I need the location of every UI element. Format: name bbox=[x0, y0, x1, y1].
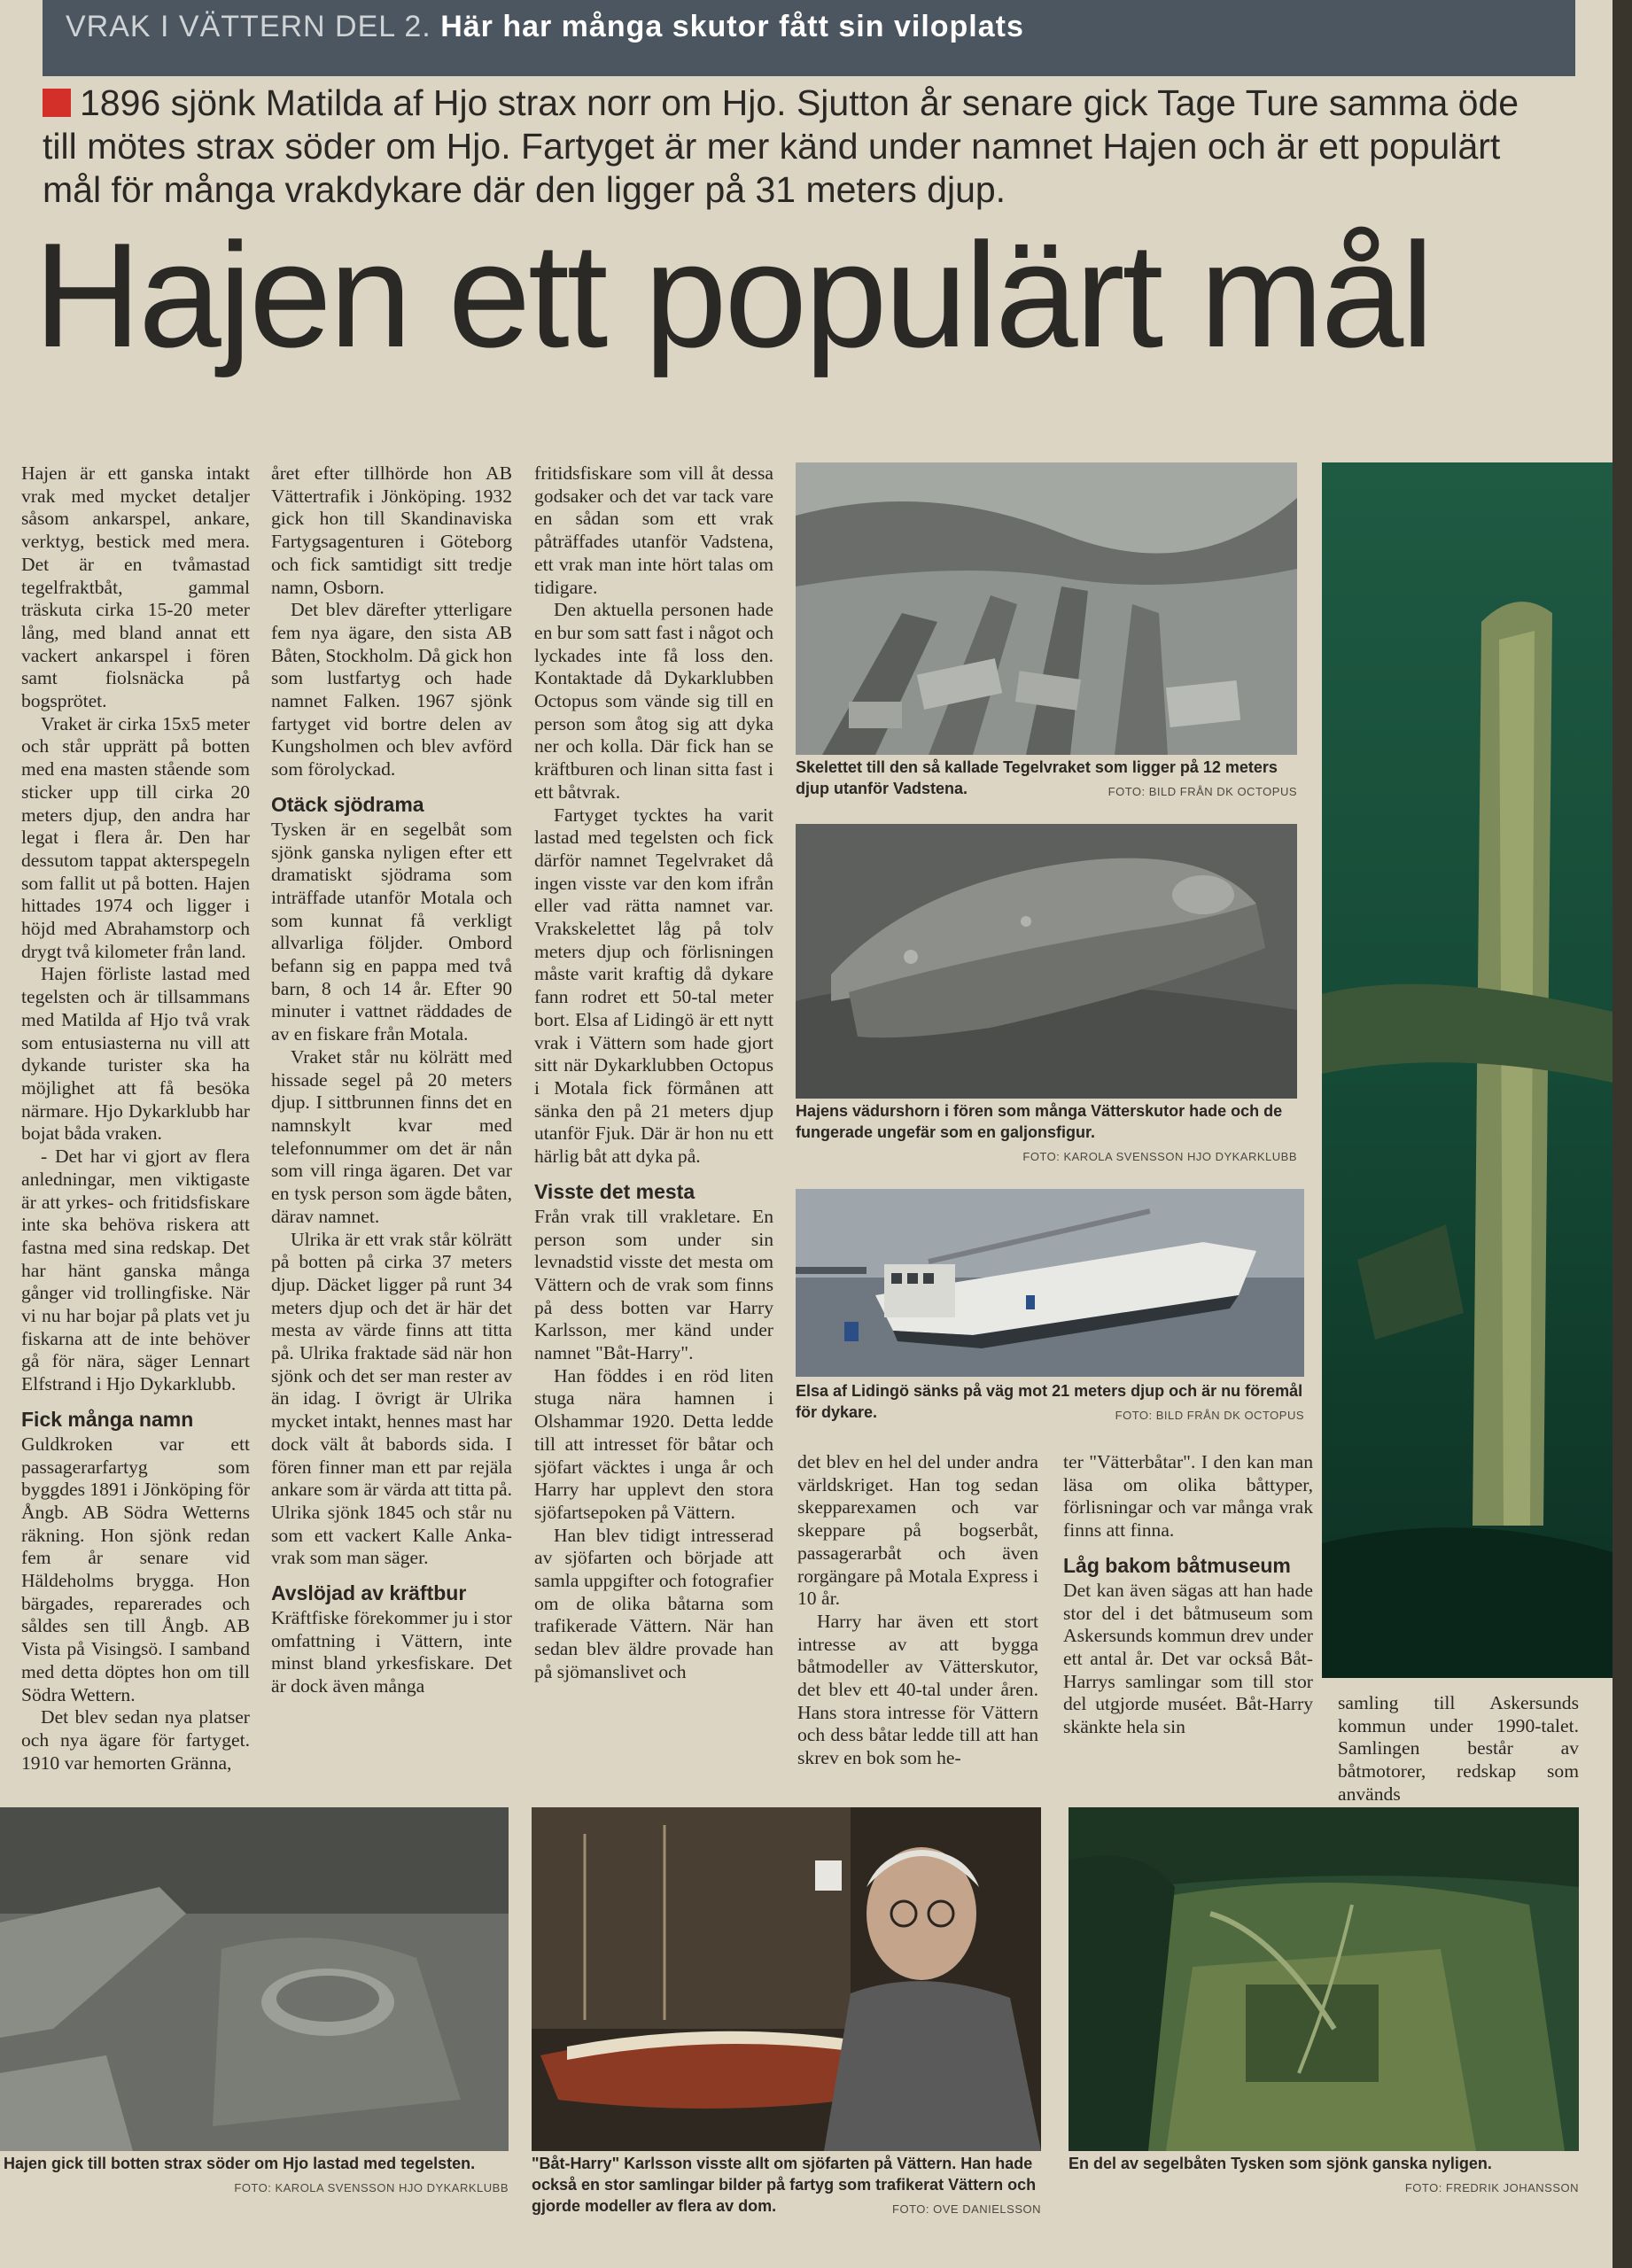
caption-text: Hajen gick till botten strax söder om Hjo lastad med tegelsten. bbox=[4, 2155, 476, 2172]
photo-bat-harry bbox=[532, 1807, 1041, 2151]
paragraph: fritidsfiskare som vill åt dessa godsaker och det var tack vare en sådan som ett vrak påträffades utanför Vadstena, ett vrak man inte hört talas om tidigare. bbox=[534, 462, 773, 598]
shipwreck-image bbox=[796, 462, 1297, 755]
paragraph: ter "Vätterbåtar". I den kan man läsa om olika båttyper, förlisningar och var många vrak finns att finna. bbox=[1063, 1451, 1313, 1542]
caption-text: "Båt-Harry" Karlsson visste allt om sjöfarten på Vättern. Han hade också en stor samlingar bilder på fartyg som trafikerat Vättern och gjorde modeller av flera av dom. bbox=[532, 2155, 1037, 2215]
photo-vadurshorn bbox=[796, 824, 1297, 1099]
photo-underwater-mast bbox=[1322, 462, 1613, 1678]
photo-caption bbox=[4, 2153, 509, 2199]
paragraph: Han blev tidigt intresserad av sjöfarten och började att samla uppgifter och fotografier om de olika båtarna som trafikerade Vättern. När han sedan blev äldre provade han på sjömanslivet och bbox=[534, 1524, 773, 1682]
subheading: Fick många namn bbox=[21, 1407, 194, 1431]
subheading: Avslöjad av kräftbur bbox=[271, 1581, 467, 1605]
paragraph: Fartyget tycktes ha varit lastad med tegelsten och fick därför namnet Tegelvraket då ingen visste var den kom ifrån eller vad rätta namnet var. Vrakskelettet låg på tolv meters djup och förlisningen måste varit kraftig då dykare fann rodret ett 50-tal meter bort. Elsa af Lidingö är ett nytt vrak i Vättern som hade gjort sitt när Dykarklubben Octopus i Motala fick förmånen att sänka den på 21 meters djup utanför Fjuk. Där är hon nu ett härlig båt att dyka på. bbox=[534, 804, 773, 1168]
text-column-5 bbox=[1063, 1451, 1313, 1739]
text-column-4 bbox=[797, 1451, 1038, 1770]
sailboat-wreck-image bbox=[1069, 1807, 1579, 2151]
paragraph: Tysken är en segelbåt som sjönk ganska nyligen efter ett dramatiskt sjödrama som inträffade utanför Motala och som kunnat få verkligt allvarliga följder. Ombord befann sig en pappa med två barn, 8 och 14 år. Efter 90 minuter i vattnet räddades de av en fiskare från Motala. bbox=[271, 818, 512, 1045]
paragraph: Han föddes i en röd liten stuga nära hamnen i Olshammar 1920. Detta ledde till att intresset för båtar och sjöfart väcktes i unga år och Harry har upplevt den stora sjöfartsepoken på Vättern. bbox=[534, 1364, 773, 1523]
text-column-2 bbox=[271, 462, 512, 1698]
bow-image bbox=[796, 824, 1297, 1099]
caption-text: Hajens vädurshorn i fören som många Vätterskutor hade och de fungerade ungefär som en galjonsfigur. bbox=[796, 1102, 1283, 1141]
paragraph: Vraket står nu kölrätt med hissade segel på 20 meters djup. I sittbrunnen finns det en namnskylt kvar med telefonnummer om det är nån som vill ringa ägaren. Det var en tysk person som ägde båten, därav namnet. bbox=[271, 1045, 512, 1227]
paragraph: Guldkroken var ett passagerarfartyg som byggdes 1891 i Jönköping för Ångb. AB Södra Wetterns räkning. Hon sjönk redan fem år senare vid Häldeholms brygga. Hon bärgades, reparerades och såldes sen till Ångb. AB Vista på Visingsö. I samband med detta döptes hon om till Södra Wettern. bbox=[21, 1433, 250, 1705]
paragraph: året efter tillhörde hon AB Vättertrafik i Jönköping. 1932 gick hon till Skandinaviska Fartygsagenturen i Göteborg och fick samtidigt sitt tredje namn, Osborn. bbox=[271, 462, 512, 598]
caption-text: En del av segelbåten Tysken som sjönk ganska nyligen. bbox=[1069, 2155, 1492, 2172]
photo-tysken bbox=[1069, 1807, 1579, 2151]
photo-credit: FOTO: KAROLA SVENSSON HJO DYKARKLUBB bbox=[234, 2181, 509, 2194]
text-column-6 bbox=[1338, 1692, 1579, 1806]
ingress-text: 1896 sjönk Matilda af Hjo strax norr om Hjo. Sjutton år senare gick Tage Ture samma öde till mötes strax söder om Hjo. Fartyget är mer känd under namnet Hajen och är ett populärt mål för många vrakdykare där den ligger på 31 meters djup. bbox=[43, 82, 1519, 210]
paragraph: Hajen är ett ganska intakt vrak med mycket detaljer såsom ankarspel, ankare, verktyg, bestick med mera. Det är en tvåmastad tegelfraktbåt, gammal träskuta cirka 15-20 meter lång, med bland annat ett vackert ankarspel i fören samt fiolsnäcka på bogsprötet. bbox=[21, 462, 250, 712]
paragraph: Den aktuella personen hade en bur som satt fast i något och lyckades inte få loss den. Kontaktade då Dykarklubben Octopus som vände sig till en person som åtog sig att dyka ner och kolla. Där fick han se kräftburen och linan sitta fast i ett båtvrak. bbox=[534, 599, 773, 803]
photo-caption bbox=[796, 1380, 1304, 1426]
caption-text: Elsa af Lidingö sänks på väg mot 21 meters djup och är nu föremål för dykare. bbox=[796, 1382, 1303, 1421]
ingress bbox=[43, 82, 1549, 212]
photo-credit: FOTO: KAROLA SVENSSON HJO DYKARKLUBB bbox=[1022, 1150, 1297, 1163]
text-column-3 bbox=[534, 462, 773, 1684]
paragraph: Vraket är cirka 15x5 meter och står upprätt på botten med ena masten stående som sticker upp till cirka 20 meters djup, den andra har legat i flera år. Den har dessutom tappat akterspegeln som fallit ut på botten. Hajen hittades 1974 och ligger i höjd med Abrahamstorp och drygt två kilometer från land. bbox=[21, 712, 250, 962]
paragraph: Kräftfiske förekommer ju i stor omfattning i Vättern, inte minst bland yrkesfiskare. Det är dock även många bbox=[271, 1607, 512, 1697]
paragraph: det blev en hel del under andra världskriget. Han tog sedan skepparexamen och var skeppare på bogserbåt, passagerarbåt och även rorgängare på Motala Express i 10 år. bbox=[797, 1451, 1038, 1610]
page-edge bbox=[1613, 0, 1632, 2268]
paragraph: Ulrika är ett vrak står kölrätt på botten på cirka 37 meters djup. Däcket ligger på runt 34 meters djup och det är här det mesta av värde finns att titta på. Ulrika fraktade säd när hon sjönk och det ser man rester av än idag. I övrigt är Ulrika mycket intakt, hennes mast har dock vält åt babords sida. I fören finner man ett par rejäla ankare som är värda att titta på. Ulrika sjönk 1845 och står nu som ett vackert Kalle Anka-vrak som man säger. bbox=[271, 1228, 512, 1569]
paragraph: Från vrak till vrakletare. En person som under sin levnadstid visste det mesta om Vättern och de vrak som finns på dess botten var Harry Karlsson, mer känd under namnet "Båt-Harry". bbox=[534, 1205, 773, 1364]
paragraph: Harry har även ett stort intresse av att bygga båtmodeller av Vätterskutor, det blev ett 40-tal under åren. Hans stora intresse för Vättern och dess båtar ledde till att han skrev en bok som he- bbox=[797, 1610, 1038, 1769]
photo-credit: FOTO: FREDRIK JOHANSSON bbox=[1404, 2181, 1579, 2194]
photo-caption bbox=[796, 757, 1297, 803]
paragraph: Hajen förliste lastad med tegelsten och är tillsammans med Matilda af Hjo två vrak som entusiasterna nu vill att dykande turister ska ha möjlighet att få besöka närmare. Hjo Dykarklubb har bojat båda vraken. bbox=[21, 963, 250, 1145]
caption-text: Skelettet till den så kallade Tegelvraket som ligger på 12 meters djup utanför Vadstena. bbox=[796, 758, 1278, 797]
text-column-1 bbox=[21, 462, 250, 1775]
photo-caption bbox=[1069, 2153, 1579, 2199]
paragraph: Det kan även sägas att han hade stor del i det båtmuseum som Askersunds kommun drev under ett antal år. Det var också Båt-Harrys samlingar som till stor del utgjorde muséet. Båt-Harry skänkte hela sin bbox=[1063, 1579, 1313, 1738]
underwater-image bbox=[1322, 462, 1613, 1678]
subheading: Otäck sjödrama bbox=[271, 792, 424, 816]
section-kicker: VRAK I VÄTTERN DEL 2. bbox=[66, 10, 431, 43]
paragraph: samling till Askersunds kommun under 1990-talet. Samlingen består av båtmotorer, redskap som används bbox=[1338, 1692, 1579, 1805]
photo-caption bbox=[796, 1100, 1297, 1168]
paragraph: Det blev därefter ytterligare fem nya ägare, den sista AB Båten, Stockholm. Då gick hon som lustfartyg och hade namnet Falken. 1967 sjönk fartyget vid bortre delen av Kungsholmen och blev avförd som förolyckad. bbox=[271, 599, 512, 781]
sinking-boat-image bbox=[796, 1189, 1304, 1377]
portrait-image bbox=[532, 1807, 1041, 2151]
subheading: Visste det mesta bbox=[534, 1179, 696, 1203]
paragraph: - Det har vi gjort av flera anledningar, men viktigaste är att yrkes- och fritidsfiskare inte ska behöva riskera att fastna med sina redskap. Det har hänt ganska många gånger vid trollingfiske. När vi nu har bojar på plats vet ju fiskarna att de inte behöver gå för nära, säger Lennart Elfstrand i Hjo Dykarklubb. bbox=[21, 1146, 250, 1395]
section-bar bbox=[43, 0, 1575, 76]
subheading: Låg bakom båtmuseum bbox=[1063, 1553, 1291, 1577]
photo-caption bbox=[532, 2153, 1041, 2220]
photo-credit: FOTO: BILD FRÅN DK OCTOPUS bbox=[1115, 1409, 1304, 1422]
red-square-icon bbox=[43, 89, 71, 117]
photo-tegelvraket bbox=[796, 462, 1297, 755]
photo-credit: FOTO: OVE DANIELSSON bbox=[892, 2202, 1041, 2216]
paragraph: Det blev sedan nya platser och nya ägare för fartyget. 1910 var hemorten Gränna, bbox=[21, 1706, 250, 1774]
page-title: Hajen ett populärt mål bbox=[34, 212, 1432, 378]
photo-elsa-af-lidingo bbox=[796, 1189, 1304, 1377]
section-headline: Här har många skutor fått sin viloplats bbox=[440, 10, 1024, 43]
photo-credit: FOTO: BILD FRÅN DK OCTOPUS bbox=[1107, 785, 1297, 798]
photo-hajen bbox=[0, 1807, 509, 2151]
hajen-wreck-image bbox=[0, 1807, 509, 2151]
